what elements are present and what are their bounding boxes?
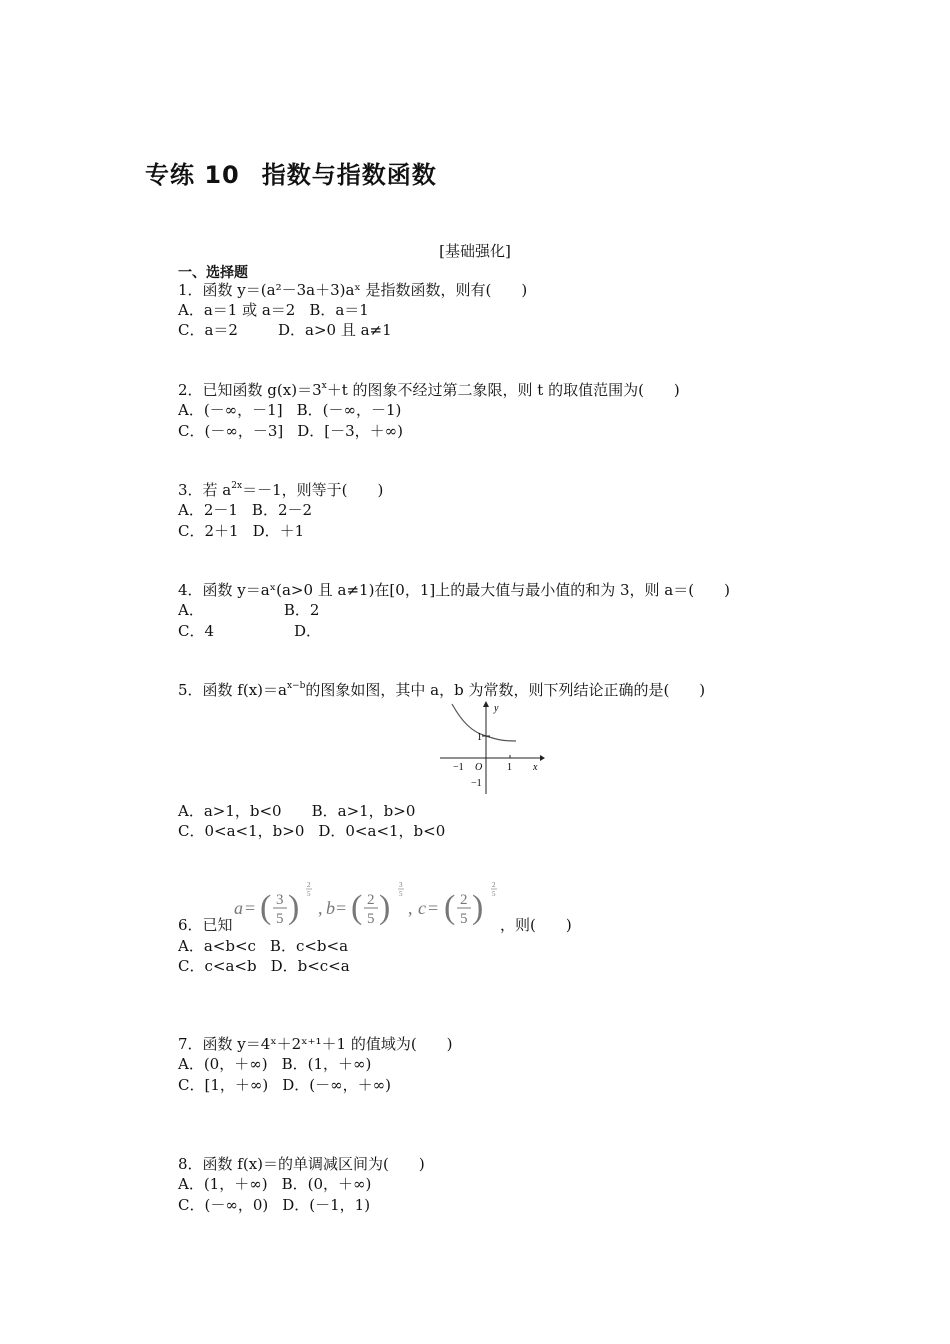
q2-stem-post: ＋t 的图象不经过第二象限，则 t 的取值范围为( ) [326, 381, 680, 399]
svg-text:): ) [288, 889, 300, 926]
svg-text:c: c [418, 898, 426, 918]
q2-option-c: C．(－∞，－3] [178, 422, 284, 440]
q8-stem: 8．函数 f(x)＝的单调减区间为( ) [178, 1155, 425, 1173]
svg-text:a: a [234, 898, 243, 918]
q8-options-ab [178, 1174, 371, 1194]
y-tick-1: 1 [477, 732, 482, 743]
q1-stem: 1．函数 y＝(a²－3a＋3)aˣ 是指数函数，则有( ) [178, 281, 528, 299]
title-number: 专练 10 [145, 161, 240, 189]
q4-option-c: C．4 [178, 622, 215, 640]
q7-option-a: A．(0，＋∞) [178, 1055, 268, 1073]
q3-option-b: B．2－2 [251, 501, 313, 519]
q4-options-ab [178, 600, 319, 620]
q1-options-ab [178, 300, 369, 320]
q4-options-cd [178, 621, 321, 641]
q7-option-c: C．[1，＋∞) [178, 1076, 269, 1094]
q8-option-d: D．(－1，1) [282, 1196, 371, 1214]
q5-option-b: B．a>1，b>0 [311, 802, 416, 820]
x-tick-neg1: −1 [453, 762, 464, 773]
q4-option-a: A． [178, 601, 204, 619]
q2-option-a: A．(－∞，－1] [178, 401, 283, 419]
q5-stem-post: 的图象如图，其中 a，b 为常数，则下列结论正确的是( ) [305, 681, 706, 699]
q1-option-a: A．a＝1 或 a＝2 [178, 301, 296, 319]
q6-formula [232, 880, 507, 930]
q3-option-a: A．2－1 [178, 501, 238, 519]
q4-option-b: B．2 [283, 601, 320, 619]
section-heading: 一、选择题 [178, 265, 248, 281]
q6-a-exp-den: 5 [307, 890, 311, 898]
q2-option-d: D．[－3，＋∞) [297, 422, 404, 440]
q6-c-num: 2 [460, 892, 468, 908]
q5-stem: 5．函数 $f(x)=a^{x-b}$的图象如图，其中 a，b 为常数，则下列结论正确的是( ) [178, 681, 706, 699]
y-tick-neg1: −1 [471, 778, 482, 789]
q5-options-cd [178, 821, 445, 841]
svg-text:=: = [336, 898, 347, 918]
q3-options-ab [178, 500, 312, 520]
q6-a-exp-num: 2 [307, 881, 311, 889]
q5-option-c: C．0<a<1，b>0 [178, 822, 305, 840]
q3-stem-post: ＝－1，则等于( ) [242, 481, 384, 499]
svg-text:): ) [472, 889, 484, 926]
function-graph [436, 700, 546, 796]
q6-options-ab [178, 936, 348, 956]
x-tick-1: 1 [507, 762, 512, 773]
q4-stem: 4．函数 y＝aˣ(a>0 且 a≠1)在[0，1]上的最大值与最小值的和为 3，则 a＝( ) [178, 581, 730, 599]
svg-text:): ) [379, 889, 391, 926]
q2-stem: 2．已知函数 $g(x)=3^x+t$ 的图象不经过第二象限，则 t 的取值范围为( ) [178, 381, 680, 399]
q8-option-a: A．(1，＋∞) [178, 1175, 268, 1193]
q3-stem: 3．若 $a^{2x}=-1$，则等于( ) [178, 481, 384, 499]
q6-c-den: 5 [460, 911, 468, 927]
origin-label: O [475, 762, 483, 773]
q6-option-d: D．b<c<a [270, 957, 350, 975]
q8-option-c: C．(－∞，0) [178, 1196, 269, 1214]
page-title [145, 155, 437, 190]
q5-option-d: D．0<a<1，b<0 [318, 822, 446, 840]
q6-option-a: A．a<b<c [178, 937, 256, 955]
q6-a-num: 3 [276, 892, 284, 908]
svg-text:,: , [408, 898, 413, 918]
q2-options-ab [178, 400, 401, 420]
q8-options-cd [178, 1195, 370, 1215]
svg-text:=: = [245, 898, 256, 918]
curve [452, 704, 516, 741]
q4-option-d: D． [294, 622, 322, 640]
q5-stem-pre: 5．函数 f(x)＝a [178, 681, 287, 699]
q7-options-ab [178, 1054, 371, 1074]
x-axis-label: x [533, 762, 538, 773]
svg-text:(: ( [351, 889, 363, 926]
q8-option-b: B．(0，＋∞) [281, 1175, 372, 1193]
q3-stem-pre: 3．若 a [178, 481, 232, 499]
q1-option-d: D．a>0 且 a≠1 [277, 321, 392, 339]
q6-b-exp-den: 5 [399, 890, 403, 898]
q6-stem-post: ，则( ) [500, 916, 572, 934]
q3-option-d: D．＋1 [252, 522, 305, 540]
q7-options-cd [178, 1075, 391, 1095]
q3-options-cd [178, 521, 304, 541]
svg-text:(: ( [260, 889, 272, 926]
q6-option-c: C．c<a<b [178, 957, 257, 975]
q1-options-cd [178, 320, 392, 340]
svg-text:b: b [326, 898, 335, 918]
y-axis-arrow [483, 701, 489, 707]
x-axis-arrow [540, 755, 545, 761]
y-axis-label: y [494, 703, 499, 714]
q6-b-num: 2 [367, 892, 375, 908]
q6-stem-pre: 6．已知 [178, 916, 233, 934]
q2-options-cd [178, 421, 403, 441]
q5-options-ab [178, 801, 415, 821]
q7-option-b: B．(1，＋∞) [281, 1055, 372, 1073]
q2-option-b: B．(－∞，－1) [296, 401, 402, 419]
q1-option-c: C．a＝2 [178, 321, 238, 339]
q6-b-exp-num: 3 [399, 881, 403, 889]
q6-b-den: 5 [367, 911, 375, 927]
svg-text:(: ( [444, 889, 456, 926]
q6-c-exp-num: 2 [492, 881, 496, 889]
q2-stem-pre: 2．已知函数 g(x)＝3 [178, 381, 322, 399]
q6-option-b: B．c<b<a [269, 937, 349, 955]
svg-text:,: , [318, 898, 323, 918]
section-tag: [基础强化] [439, 242, 511, 260]
q1-option-b: B．a＝1 [309, 301, 369, 319]
q3-option-c: C．2＋1 [178, 522, 239, 540]
q6-options-cd [178, 956, 350, 976]
q7-stem: 7．函数 y＝4ˣ＋2ˣ⁺¹＋1 的值域为( ) [178, 1035, 453, 1053]
title-name: 指数与指数函数 [261, 161, 437, 189]
q5-option-a: A．a>1，b<0 [178, 802, 282, 820]
q7-option-d: D．(－∞，＋∞) [282, 1076, 391, 1094]
q6-a-den: 5 [276, 911, 284, 927]
svg-text:=: = [428, 898, 439, 918]
q6-c-exp-den: 5 [492, 890, 496, 898]
